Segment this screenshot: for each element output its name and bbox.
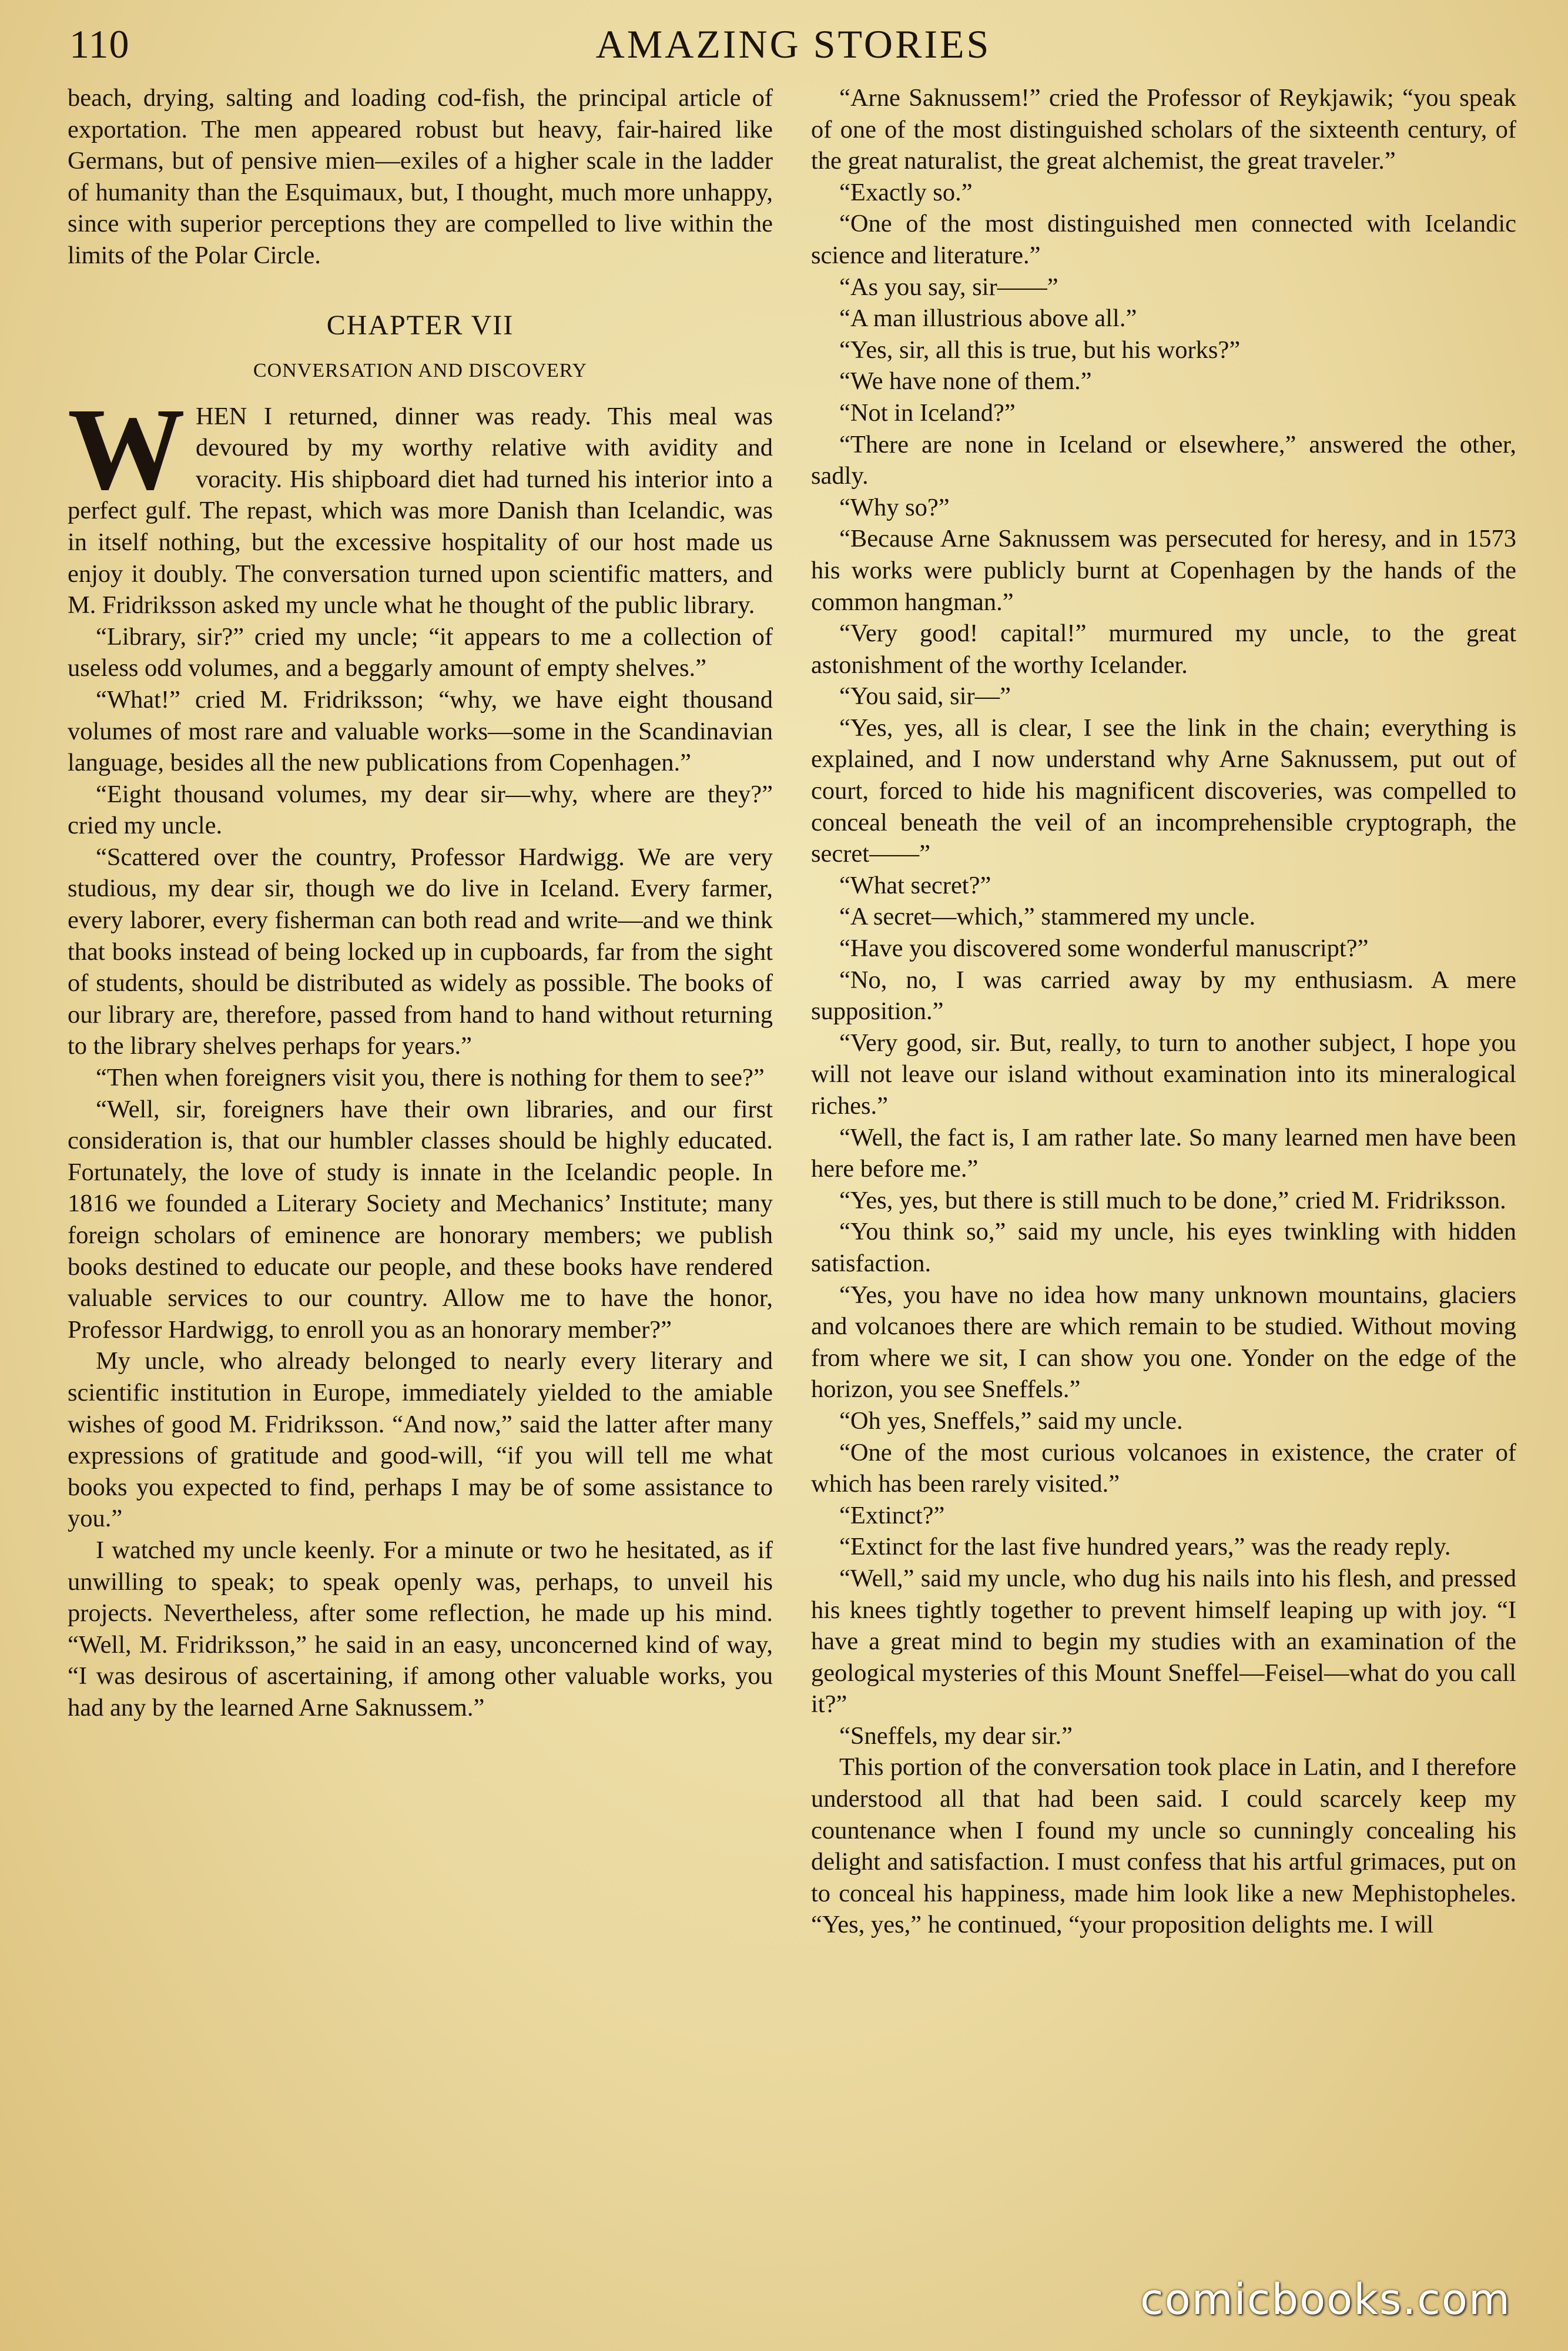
opening-paragraph-text: HEN I returned, dinner was ready. This meal was devoured by my worthy relative with avidity and voracity. His shipboard diet had turned his interior into a perfect gulf. The repast, which was more Danish than Icelandic, was in itself nothing, but the excessive hospitality of our host made us enjoy it doubly. The conversation turned upon scientific matters, and M. Fridriksson asked my uncle what he thought of the public library. (68, 402, 773, 619)
chapter-subtitle: CONVERSATION AND DISCOVERY (253, 359, 588, 381)
paragraph: “Very good! capital!” murmured my uncle, to the great astonishment of the worthy Icelander. (811, 619, 1516, 679)
paragraph: “Yes, yes, but there is still much to be done,” cried M. Fridriksson. (839, 1186, 1506, 1214)
paragraph: I watched my uncle keenly. For a minute or two he hesitated, as if unwilling to speak; to speak openly was, perhaps, to unveil his projects. Nevertheless, after some reflection, he made up his mind. “Well, M. Fridriksson,” he said in an easy, unconcerned kind of way, “I was desirous of ascertaining, if among other valuable works, you had any by the learned Arne Saknussem.” (68, 1536, 773, 1722)
paragraph: “Scattered over the country, Professor Hardwigg. We are very studious, my dear sir, though we do live in Iceland. Every farmer, every laborer, every fisherman can both read and write—and we think that books instead of being locked up in cupboards, far from the sight of students, should be distributed as widely as possible. The books of our library are, therefore, passed from hand to hand without returning to the library shelves perhaps for years.” (68, 843, 773, 1060)
paragraph: “Eight thousand volumes, my dear sir—why, where are they?” cried my uncle. (68, 780, 773, 840)
paragraph: “One of the most curious volcanoes in existence, the crater of which has been rarely visited.” (811, 1438, 1516, 1498)
paragraph: “Library, sir?” cried my uncle; “it appears to me a collection of useless odd volumes, and a beggarly amount of empty shelves.” (68, 622, 773, 682)
paragraph: “One of the most distinguished men connected with Icelandic science and literature.” (811, 210, 1516, 269)
paragraph: “Yes, you have no idea how many unknown mountains, glaciers and volcanoes there are which remain to be studied. Without moving from where we sit, I can show you one. Yonder on the edge of the horizon, you see Sneffels.” (811, 1281, 1516, 1404)
paragraph: “Well, sir, foreigners have their own libraries, and our first consideration is, that our humbler classes should be highly educated. Fortunately, the love of study is innate in the Icelandic people. In 1816 we founded a Literary Society and Mechanics’ Institute; many foreign scholars of eminence are honorary members; we publish books destined to educate our people, and these books have rendered valuable services to our country. Allow me to have the honor, Professor Hardwigg, to enroll you as an honorary member?” (68, 1095, 773, 1344)
paragraph: “Arne Saknussem!” cried the Professor of Reykjawik; “you speak of one of the most distinguished scholars of the sixteenth century, of the great naturalist, the great alchemist, the great traveler.” (811, 84, 1516, 175)
paragraph: “A man illustrious above all.” (839, 304, 1137, 333)
paragraph: “Why so?” (839, 493, 950, 521)
page-number: 110 (69, 22, 130, 66)
paragraph: This portion of the conversation took place in Latin, and I therefore understood all that had been said. I could scarcely keep my countenance when I found my uncle so cunningly concealing his delight and satisfaction. I must confess that his artful grimaces, put on to conceal his happiness, made him look like a new Mephistopheles. “Yes, yes,” he continued, “your proposition delights me. I will (811, 1753, 1516, 1939)
paragraph: “No, no, I was carried away by my enthusiasm. A mere supposition.” (811, 966, 1516, 1026)
paragraph: “Not in Iceland?” (839, 398, 1016, 427)
paragraph: “Oh yes, Sneffels,” said my uncle. (839, 1406, 1183, 1435)
paragraph: “Extinct?” (839, 1501, 945, 1529)
opening-paragraph (68, 384, 773, 621)
paragraph: “Then when foreigners visit you, there is nothing for them to see?” (96, 1064, 765, 1092)
paragraph: “You think so,” said my uncle, his eyes twinkling with hidden satisfaction. (811, 1218, 1516, 1277)
right-column (811, 82, 1516, 1941)
paragraph: “Well,” said my uncle, who dug his nails into his flesh, and pressed his knees tightly together to prevent himself leaping up with joy. “I have a great mind to begin my studies with an examination of the geological mysteries of this Mount Sneffel—Feisel—what do you call it?” (811, 1564, 1516, 1719)
paragraph: “Yes, sir, all this is true, but his works?” (839, 336, 1241, 364)
paragraph: “A secret—which,” stammered my uncle. (839, 903, 1256, 931)
paragraph: “We have none of them.” (839, 367, 1092, 396)
paragraph: “Because Arne Saknussem was persecuted for heresy, and in 1573 his works were publicly burnt at Copenhagen by the hands of the common hangman.” (811, 525, 1516, 616)
paragraph: “Well, the fact is, I am rather late. So many learned men have been here before me.” (811, 1123, 1516, 1183)
paragraph: “Yes, yes, all is clear, I see the link in the chain; everything is explained, and I now understand why Arne Saknussem, put out of court, forced to hide his magnificent discoveries, was compelled to conceal beneath the veil of an incomprehensible cryptograph, the secret——” (811, 714, 1516, 868)
paragraph: “Very good, sir. But, really, to turn to another subject, I hope you will not leave our island without examination into its mineralogical riches.” (811, 1029, 1516, 1120)
running-head (0, 21, 1568, 74)
paragraph: “Have you discovered some wonderful manuscript?” (839, 935, 1369, 963)
chapter-heading: CHAPTER VII (326, 309, 514, 341)
drop-cap: W (68, 384, 185, 514)
magazine-title: AMAZING STORIES (595, 22, 991, 66)
paragraph: beach, drying, salting and loading cod-fish, the principal article of exportation. The men appeared robust but heavy, fair-haired like Germans, but of pensive mien—exiles of a higher scale in the ladder of humanity than the Esquimaux, but, I thought, much more unhappy, since with superior perceptions they are compelled to live within the limits of the Polar Circle. (68, 84, 773, 269)
left-column (68, 82, 773, 1724)
paragraph: “Extinct for the last five hundred years,” was the ready reply. (839, 1533, 1451, 1561)
paragraph: “What secret?” (839, 871, 991, 899)
paragraph: “There are none in Iceland or elsewhere,” answered the other, sadly. (811, 430, 1516, 490)
paragraph: My uncle, who already belonged to nearly every literary and scientific institution in Europe, immediately yielded to the amiable wishes of good M. Fridriksson. “And now,” said the latter after many expressions of gratitude and good-will, “if you will tell me what books you expected to find, perhaps I may be of some assistance to you.” (68, 1347, 773, 1533)
paragraph: “You said, sir—” (839, 682, 1011, 711)
paragraph: “Sneffels, my dear sir.” (839, 1722, 1073, 1750)
paragraph: “As you say, sir——” (839, 273, 1058, 301)
paragraph: “What!” cried M. Fridriksson; “why, we have eight thousand volumes of most rare and valuable works—some in the Scandinavian language, besides all the new publications from Copenhagen.” (68, 685, 773, 777)
paragraph: “Exactly so.” (839, 178, 973, 206)
source-watermark: comicbooks.com (1140, 2275, 1512, 2324)
